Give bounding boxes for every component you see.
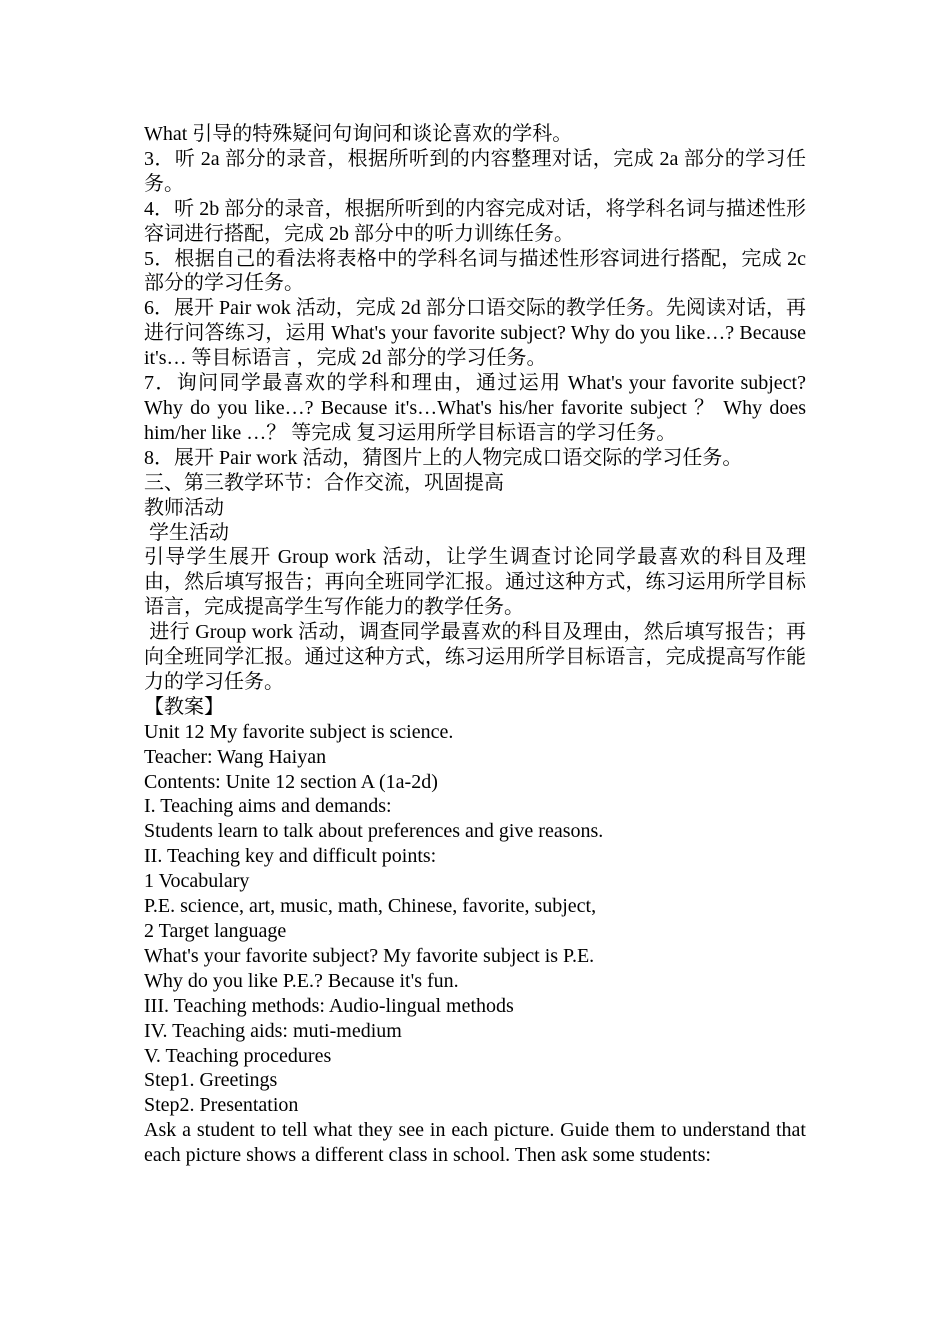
text-paragraph: P.E. science, art, music, math, Chinese, favorite, subject, xyxy=(144,895,597,918)
text-paragraph: Unit 12 My favorite subject is science. xyxy=(144,720,454,743)
text-paragraph: III. Teaching methods: Audio-lingual methods xyxy=(144,994,514,1017)
text-paragraph: II. Teaching key and difficult points: xyxy=(144,845,437,868)
text-paragraph: 2 Target language xyxy=(144,920,287,942)
text-paragraph: Teacher: Wang Haiyan xyxy=(144,745,327,768)
text-paragraph: 进行 Group work 活动，调查同学最喜欢的科目及理由，然后填写报告；再向全班同学汇报。通过这种方式，练习运用所学目标语言，完成提高写作能力的学习任务。 xyxy=(144,621,806,693)
text-paragraph: Students learn to talk about preferences and give reasons. xyxy=(144,820,604,843)
text-paragraph: What's your favorite subject? My favorite subject is P.E. xyxy=(144,944,595,967)
text-paragraph: Step2. Presentation xyxy=(144,1094,299,1117)
text-paragraph: 引导学生展开 Group work 活动，让学生调查讨论同学最喜欢的科目及理由，然后填写报告；再向全班同学汇报。通过这种方式，练习运用所学目标语言，完成提高学生写作能力的教学任务。 xyxy=(144,546,806,619)
text-paragraph: 5．根据自己的看法将表格中的学科名词与描述性形容词进行搭配，完成 2c 部分的学习任务。 xyxy=(144,247,811,295)
text-paragraph: Step1. Greetings xyxy=(144,1069,278,1092)
text-paragraph: 1 Vocabulary xyxy=(144,870,250,893)
text-paragraph: I. Teaching aims and demands: xyxy=(144,795,392,818)
text-paragraph: Ask a student to tell what they see in each picture. Guide them to understand that each picture shows a different class in school. Then ask some students: xyxy=(144,1119,811,1167)
document-page xyxy=(144,122,811,1168)
text-paragraph: Contents: Unite 12 section A (1a-2d) xyxy=(144,770,438,793)
text-paragraph: 教师活动 xyxy=(144,496,224,519)
text-paragraph: Why do you like P.E.? Because it's fun. xyxy=(144,969,459,992)
text-paragraph: V. Teaching procedures xyxy=(144,1044,332,1067)
section-heading: 三、第三教学环节：合作交流，巩固提高 xyxy=(144,471,504,494)
text-paragraph: 8．展开 Pair work 活动，猜图片上的人物完成口语交际的学习任务。 xyxy=(144,446,743,469)
text-paragraph: What 引导的特殊疑问句询问和谈论喜欢的学科。 xyxy=(144,123,573,145)
text-paragraph: 学生活动 xyxy=(144,521,229,544)
text-paragraph: 3．听 2a 部分的录音，根据所听到的内容整理对话，完成 2a 部分的学习任务。 xyxy=(144,147,806,195)
text-paragraph: 7．询问同学最喜欢的学科和理由，通过运用 What's your favorite subject? Why do you like…? Because it's…What's his/her favorite subject ？ Why does him/her like …？ 等完成 复习运用所学目标语言的学习任务。 xyxy=(144,372,811,444)
text-paragraph: 4．听 2b 部分的录音，根据所听到的内容完成对话，将学科名词与描述性形容词进行搭配，完成 2b 部分中的听力训练任务。 xyxy=(144,197,806,245)
text-paragraph: IV. Teaching aids: muti-medium xyxy=(144,1019,402,1042)
text-paragraph: 6．展开 Pair wok 活动，完成 2d 部分口语交际的教学任务。先阅读对话，再进行问答练习，运用 What's your favorite subject? Why do you like…? Because it's… 等目标语言 ，完成 2d 部分的学习任务。 xyxy=(144,297,811,370)
section-heading: 【教案】 xyxy=(144,695,224,718)
